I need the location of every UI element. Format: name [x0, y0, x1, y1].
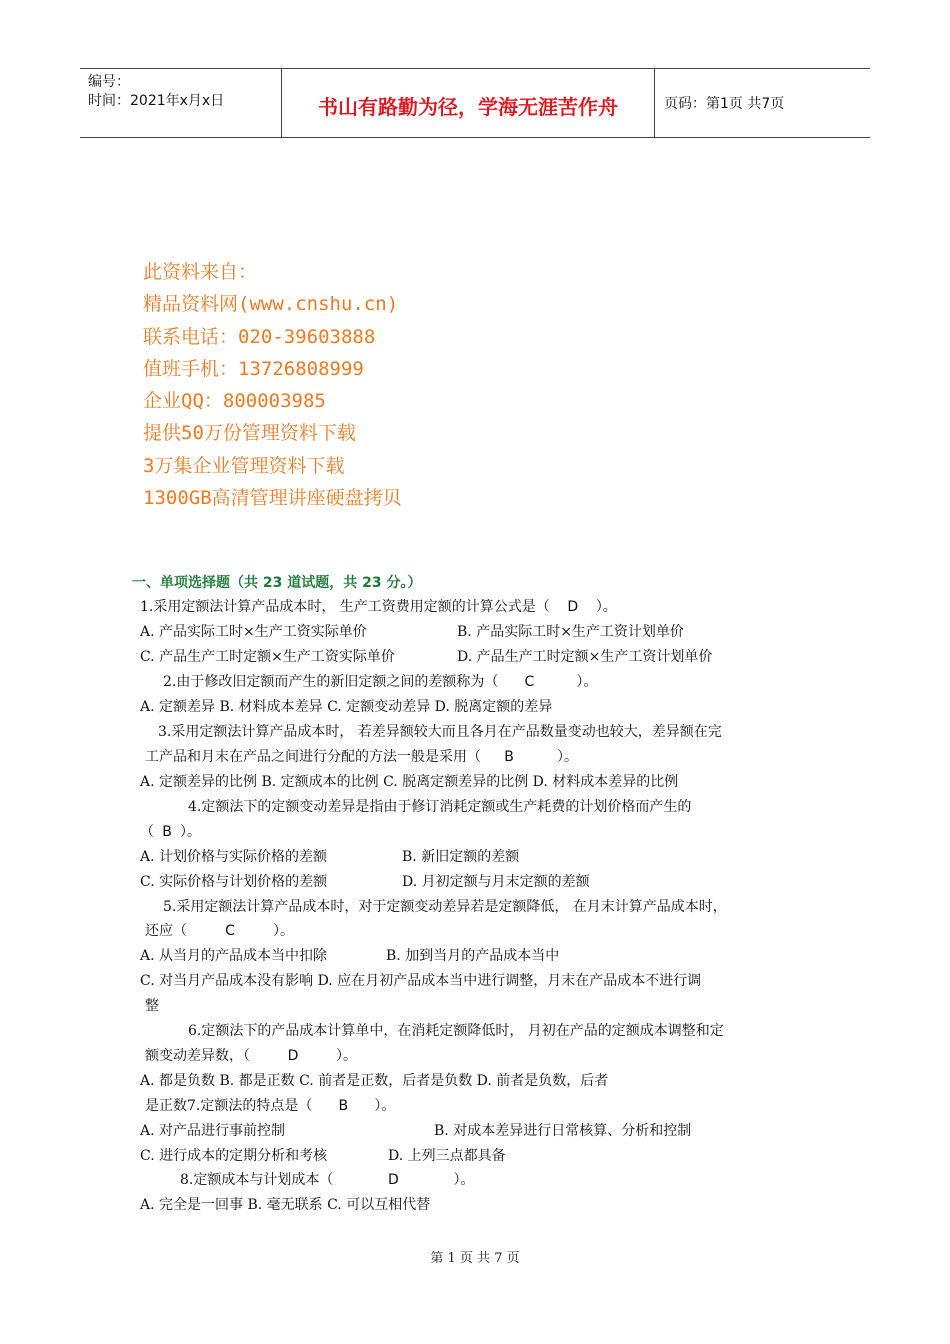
question-8-stem: [180, 1170, 474, 1190]
answer-value: B: [338, 1098, 349, 1114]
stem-close: ）。: [180, 824, 201, 840]
stem-close: ）。: [595, 599, 617, 615]
option-c: C. 实际价格与计划价格的差额: [140, 874, 328, 890]
question-5-stem: 5.采用定额法计算产品成本时，对于定额变动差异若是定额降低， 在月末计算产品成本时，: [163, 899, 727, 915]
option-a: A. 从当月的产品成本当中扣除: [140, 948, 328, 964]
promo-line: 精品资料网(www.cnshu.cn): [143, 293, 399, 316]
promo-line: 联系电话：020-39603888: [143, 325, 376, 348]
answer-value: D: [387, 1172, 399, 1188]
answer-value: C: [524, 674, 535, 690]
header-time: 时间：2021年x月x日: [88, 93, 225, 109]
stem-close: ）。: [576, 674, 598, 690]
question-stem-text: 额变动差异数，（: [145, 1048, 250, 1064]
section-title: 一、单项选择题（共 23 道试题，共 23 分。）: [132, 575, 422, 591]
answer-value: D: [567, 599, 579, 615]
stem-close: ）。: [557, 749, 578, 765]
promo-line: 提供50万份管理资料下载: [143, 422, 356, 445]
question-8-options: A. 完全是一回事 B. 毫无联系 C. 可以互相代替: [140, 1197, 431, 1213]
option-a: A. 计划价格与实际价格的差额: [140, 849, 328, 865]
stem-close: ）。: [273, 923, 294, 939]
question-6-stem-cont: [145, 1046, 357, 1066]
question-1-stem: [140, 597, 617, 617]
answer-value: B: [504, 749, 514, 765]
header-divider: [654, 69, 655, 137]
question-6-options: A. 都是负数 B. 都是正数 C. 前者是正数，后者是负数 D. 前者是负数，后者: [140, 1073, 609, 1089]
option-cont: 是正数: [145, 1098, 187, 1114]
option-b: B. 加到当月的产品成本当中: [386, 948, 560, 964]
promo-line: 企业QQ：800003985: [143, 390, 326, 413]
answer-value: D: [287, 1048, 299, 1064]
stem-open: （: [140, 824, 154, 840]
promo-block: [143, 256, 402, 514]
stem-close: ）。: [336, 1048, 357, 1064]
question-stem-text: 工产品和月末在产品之间进行分配的方法一般是采用（: [145, 749, 481, 765]
option-d: D. 产品生产工时定额×生产工资计划单价: [457, 649, 713, 665]
question-7-stem: [145, 1096, 395, 1116]
stem-close: ）。: [374, 1098, 396, 1114]
option-b: B. 产品实际工时×生产工资计划单价: [457, 624, 684, 640]
page-footer: 第 1 页 共 7 页: [430, 1251, 520, 1266]
answer-value: C: [225, 923, 235, 939]
header-meta: [88, 73, 224, 111]
question-stem-text: 7.定额法的特点是（: [187, 1098, 313, 1114]
question-4-stem: 4.定额法下的定额变动差异是指由于修订消耗定额或生产耗费的计划价格而产生的: [188, 799, 692, 815]
promo-line: 值班手机：13726808999: [143, 357, 364, 380]
header-number: 编号：: [88, 74, 130, 90]
promo-line: 3万集企业管理资料下载: [143, 454, 345, 477]
header-page-info: 页码：第1页 共7页: [664, 96, 785, 112]
option-d-cont: 整: [145, 998, 159, 1014]
question-2-stem: [163, 672, 597, 692]
option-b: B. 对成本差异进行日常核算、分析和控制: [434, 1123, 692, 1139]
promo-line: 1300GB高清管理讲座硬盘拷贝: [143, 487, 402, 510]
promo-line: 此资料来自：: [143, 261, 258, 283]
option-a: A. 产品实际工时×生产工资实际单价: [140, 624, 367, 640]
stem-close: ）。: [453, 1172, 475, 1188]
question-stem-text: 还应（: [145, 923, 187, 939]
option-a: A. 对产品进行事前控制: [140, 1123, 286, 1139]
question-3-stem: 3.采用定额法计算产品成本时， 若差异额较大而且各月在产品数量变动也较大，差异额在完: [158, 724, 722, 740]
question-4-answer: [140, 822, 201, 842]
option-c: C. 产品生产工时定额×生产工资实际单价: [140, 649, 395, 665]
option-b: B. 新旧定额的差额: [402, 849, 520, 865]
question-3-options: A. 定额差异的比例 B. 定额成本的比例 C. 脱离定额差异的比例 D. 材料成本差异的比例: [140, 774, 679, 790]
option-c-d: C. 对当月产品成本没有影响 D. 应在月初产品成本当中进行调整，月末在产品成本不进行调: [140, 973, 702, 989]
header-motto: 书山有路勤为径，学海无涯苦作舟: [318, 95, 618, 119]
question-stem-text: 8.定额成本与计划成本（: [180, 1172, 334, 1188]
question-6-stem: 6.定额法下的产品成本计算单中，在消耗定额降低时， 月初在产品的定额成本调整和定: [188, 1023, 724, 1039]
option-d: D. 月初定额与月末定额的差额: [402, 874, 590, 890]
question-stem-text: 1.采用定额法计算产品成本时， 生产工资费用定额的计算公式是（: [140, 599, 550, 615]
question-stem-text: 2.由于修改旧定额而产生的新旧定额之间的差额称为（: [163, 674, 499, 690]
option-c: C. 进行成本的定期分析和考核: [140, 1148, 328, 1164]
option-d: D. 上列三点都具备: [388, 1148, 506, 1164]
question-5-stem-cont: [145, 921, 294, 941]
answer-value: B: [162, 824, 172, 840]
question-2-options: A. 定额差异 B. 材料成本差异 C. 定额变动差异 D. 脱离定额的差异: [140, 699, 553, 715]
question-3-stem-cont: [145, 747, 578, 767]
page-header: [80, 68, 870, 138]
